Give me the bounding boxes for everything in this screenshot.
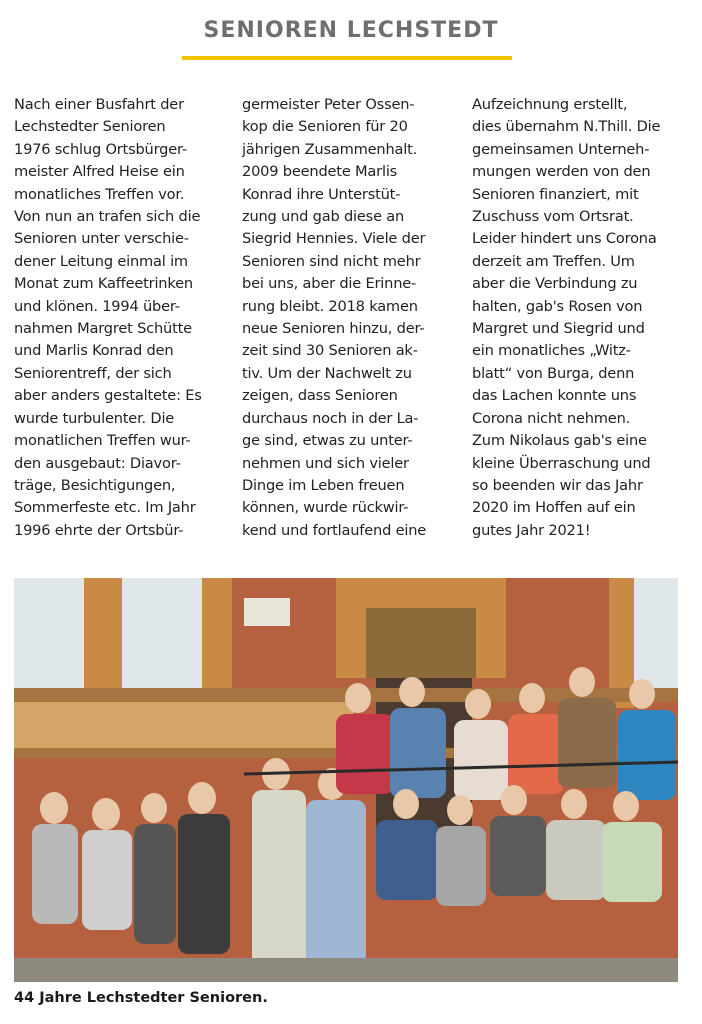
- text-line: dener Leitung einmal im: [14, 252, 188, 270]
- text-line: wurde turbulenter. Die: [14, 409, 175, 427]
- text-line: zeigen, dass Senioren: [242, 387, 398, 405]
- text-line: blatt“ von Burga, denn: [472, 364, 635, 382]
- article-body: [14, 94, 686, 564]
- text-column-1: [14, 94, 220, 542]
- text-line: monatliches Treffen vor.: [14, 185, 185, 203]
- text-line: Zuschuss vom Ortsrat.: [472, 208, 634, 226]
- text-line: Sommerfeste etc. Im Jahr: [14, 499, 196, 517]
- text-line: ein monatliches „Witz-: [472, 342, 631, 360]
- photo-caption: 44 Jahre Lechstedter Senioren.: [14, 990, 268, 1006]
- text-line: Nach einer Busfahrt der: [14, 96, 184, 113]
- text-line: 1976 schlug Ortsbürger-: [14, 140, 187, 158]
- text-line: Von nun an trafen sich die: [14, 208, 201, 226]
- text-line: Siegrid Hennies. Viele der: [242, 230, 426, 248]
- text-line: kop die Senioren für 20: [242, 118, 408, 136]
- text-line: meister Alfred Heise ein: [14, 163, 185, 181]
- text-line: aber die Verbindung zu: [472, 275, 638, 293]
- text-line: so beenden wir das Jahr: [472, 476, 643, 494]
- group-photo: [14, 578, 678, 982]
- text-line: Lechstedter Senioren: [14, 118, 166, 136]
- article-headline: SENIOREN LECHSTEDT: [203, 18, 499, 43]
- text-column-3: [472, 94, 678, 542]
- text-line: kleine Überraschung und: [472, 454, 651, 472]
- text-line: halten, gab's Rosen von: [472, 297, 643, 315]
- text-line: Dinge im Leben freuen: [242, 476, 405, 494]
- headline-underline: [182, 56, 512, 60]
- text-line: nahmen Margret Schütte: [14, 320, 192, 338]
- text-line: Konrad ihre Unterstüt-: [242, 185, 401, 203]
- text-line: Leider hindert uns Corona: [472, 230, 657, 248]
- text-line: können, wurde rückwir-: [242, 499, 409, 517]
- text-line: dies übernahm N.Thill. Die: [472, 118, 661, 136]
- text-line: 2020 im Hoffen auf ein: [472, 499, 636, 517]
- text-line: neue Senioren hinzu, der-: [242, 320, 425, 338]
- text-line: monatlichen Treffen wur-: [14, 432, 191, 450]
- text-line: germeister Peter Ossen-: [242, 96, 415, 113]
- text-line: gemeinsamen Unterneh-: [472, 140, 650, 158]
- text-line: jährigen Zusammenhalt.: [242, 140, 418, 158]
- text-line: 2009 beendete Marlis: [242, 163, 398, 181]
- text-line: nehmen und sich vieler: [242, 454, 409, 472]
- text-line: und klönen. 1994 über-: [14, 297, 180, 315]
- text-line: kend und fortlaufend eine: [242, 521, 427, 539]
- text-line: das Lachen konnte uns: [472, 387, 637, 405]
- text-line: durchaus noch in der La-: [242, 409, 419, 427]
- text-line: und Marlis Konrad den: [14, 342, 174, 360]
- text-line: Senioren sind nicht mehr: [242, 252, 421, 270]
- text-line: Senioren finanziert, mit: [472, 185, 639, 203]
- text-line: zung und gab diese an: [242, 208, 405, 226]
- text-line: Corona nicht nehmen.: [472, 409, 631, 427]
- text-line: tiv. Um der Nachwelt zu: [242, 364, 412, 382]
- text-line: Seniorentreff, der sich: [14, 364, 172, 382]
- text-line: derzeit am Treffen. Um: [472, 252, 635, 270]
- text-line: rung bleibt. 2018 kamen: [242, 297, 418, 315]
- text-line: Aufzeichnung erstellt,: [472, 96, 628, 113]
- text-line: bei uns, aber die Erinne-: [242, 275, 417, 293]
- text-line: Margret und Siegrid und: [472, 320, 645, 338]
- text-line: aber anders gestaltete: Es: [14, 387, 202, 405]
- text-line: Monat zum Kaffeetrinken: [14, 275, 193, 293]
- text-line: 1996 ehrte der Ortsbür-: [14, 521, 184, 539]
- text-line: Zum Nikolaus gab's eine: [472, 432, 647, 450]
- text-line: träge, Besichtigungen,: [14, 476, 176, 494]
- text-line: den ausgebaut: Diavor-: [14, 454, 181, 472]
- text-line: ge sind, etwas zu unter-: [242, 432, 413, 450]
- headline-block: [0, 18, 702, 53]
- text-line: mungen werden von den: [472, 163, 651, 181]
- group-photo-illustration: [14, 578, 678, 982]
- text-line: zeit sind 30 Senioren ak-: [242, 342, 418, 360]
- text-line: Senioren unter verschie-: [14, 230, 189, 248]
- text-line: gutes Jahr 2021!: [472, 521, 591, 539]
- text-column-2: [242, 94, 448, 542]
